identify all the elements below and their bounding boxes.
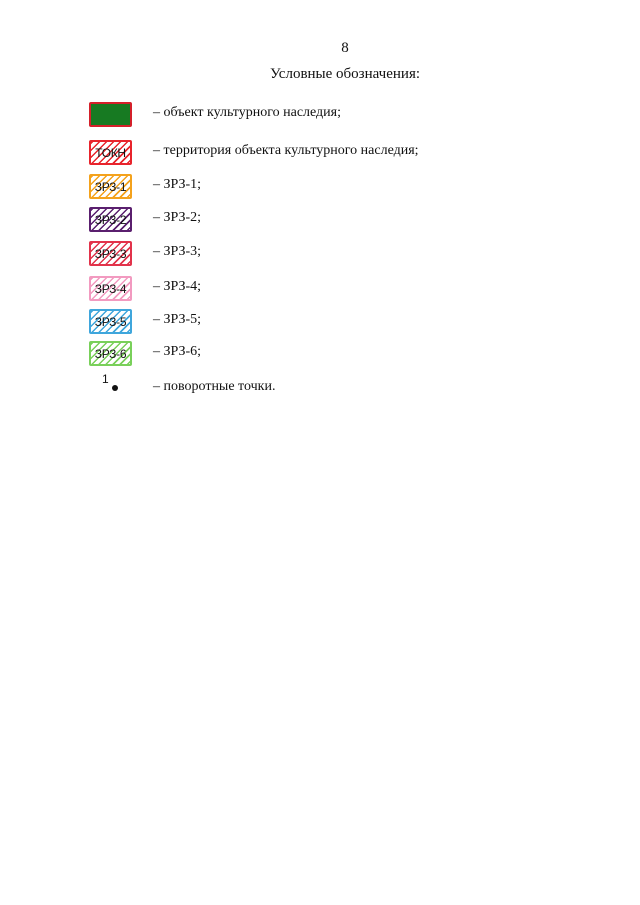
swatch-label: ЗРЗ-4 — [94, 281, 127, 296]
legend-item-turning-points — [0, 372, 640, 404]
legend-label: – территория объекта культурного наследия; — [153, 143, 419, 158]
zrz-3-swatch-icon — [89, 241, 132, 266]
swatch-label: ЗРЗ-5 — [94, 314, 127, 329]
turning-point-icon — [100, 372, 124, 396]
swatch-label: ТОКН — [95, 145, 126, 160]
legend-item-zrz-4 — [0, 276, 640, 304]
heritage-object-swatch-icon — [89, 102, 132, 127]
page-number: 8 — [341, 40, 349, 56]
turning-point-number: 1 — [102, 372, 109, 386]
legend-label: – ЗРЗ-2; — [153, 210, 202, 225]
legend-item-zrz-2 — [0, 207, 640, 235]
legend-label: – ЗРЗ-1; — [153, 177, 202, 192]
zrz-6-swatch-icon — [89, 341, 132, 366]
tokn-swatch-icon — [89, 140, 132, 165]
legend-item-zrz-5 — [0, 309, 640, 337]
legend-label: – ЗРЗ-4; — [153, 279, 202, 294]
swatch-label: ЗРЗ-3 — [94, 246, 127, 261]
legend-label: – ЗРЗ-5; — [153, 312, 202, 327]
legend-label: – объект культурного наследия; — [153, 105, 341, 120]
legend-item-heritage-object — [0, 102, 640, 130]
legend-title: Условные обозначения: — [269, 66, 421, 82]
zrz-5-swatch-icon — [89, 309, 132, 334]
turning-point-dot — [112, 385, 118, 391]
zrz-4-swatch-icon — [89, 276, 132, 301]
legend-item-zrz-3 — [0, 241, 640, 269]
legend-item-zrz-1 — [0, 174, 640, 202]
legend-label: – ЗРЗ-3; — [153, 244, 202, 259]
zrz-2-swatch-icon — [89, 207, 132, 232]
legend-label: – поворотные точки. — [153, 379, 276, 394]
swatch-label: ЗРЗ-2 — [94, 212, 127, 227]
legend-item-tokn — [0, 140, 640, 168]
swatch-label: ЗРЗ-6 — [94, 346, 127, 361]
swatch-label: ЗРЗ-1 — [94, 179, 127, 194]
zrz-1-swatch-icon — [89, 174, 132, 199]
legend-label: – ЗРЗ-6; — [153, 344, 202, 359]
legend-item-zrz-6 — [0, 341, 640, 369]
